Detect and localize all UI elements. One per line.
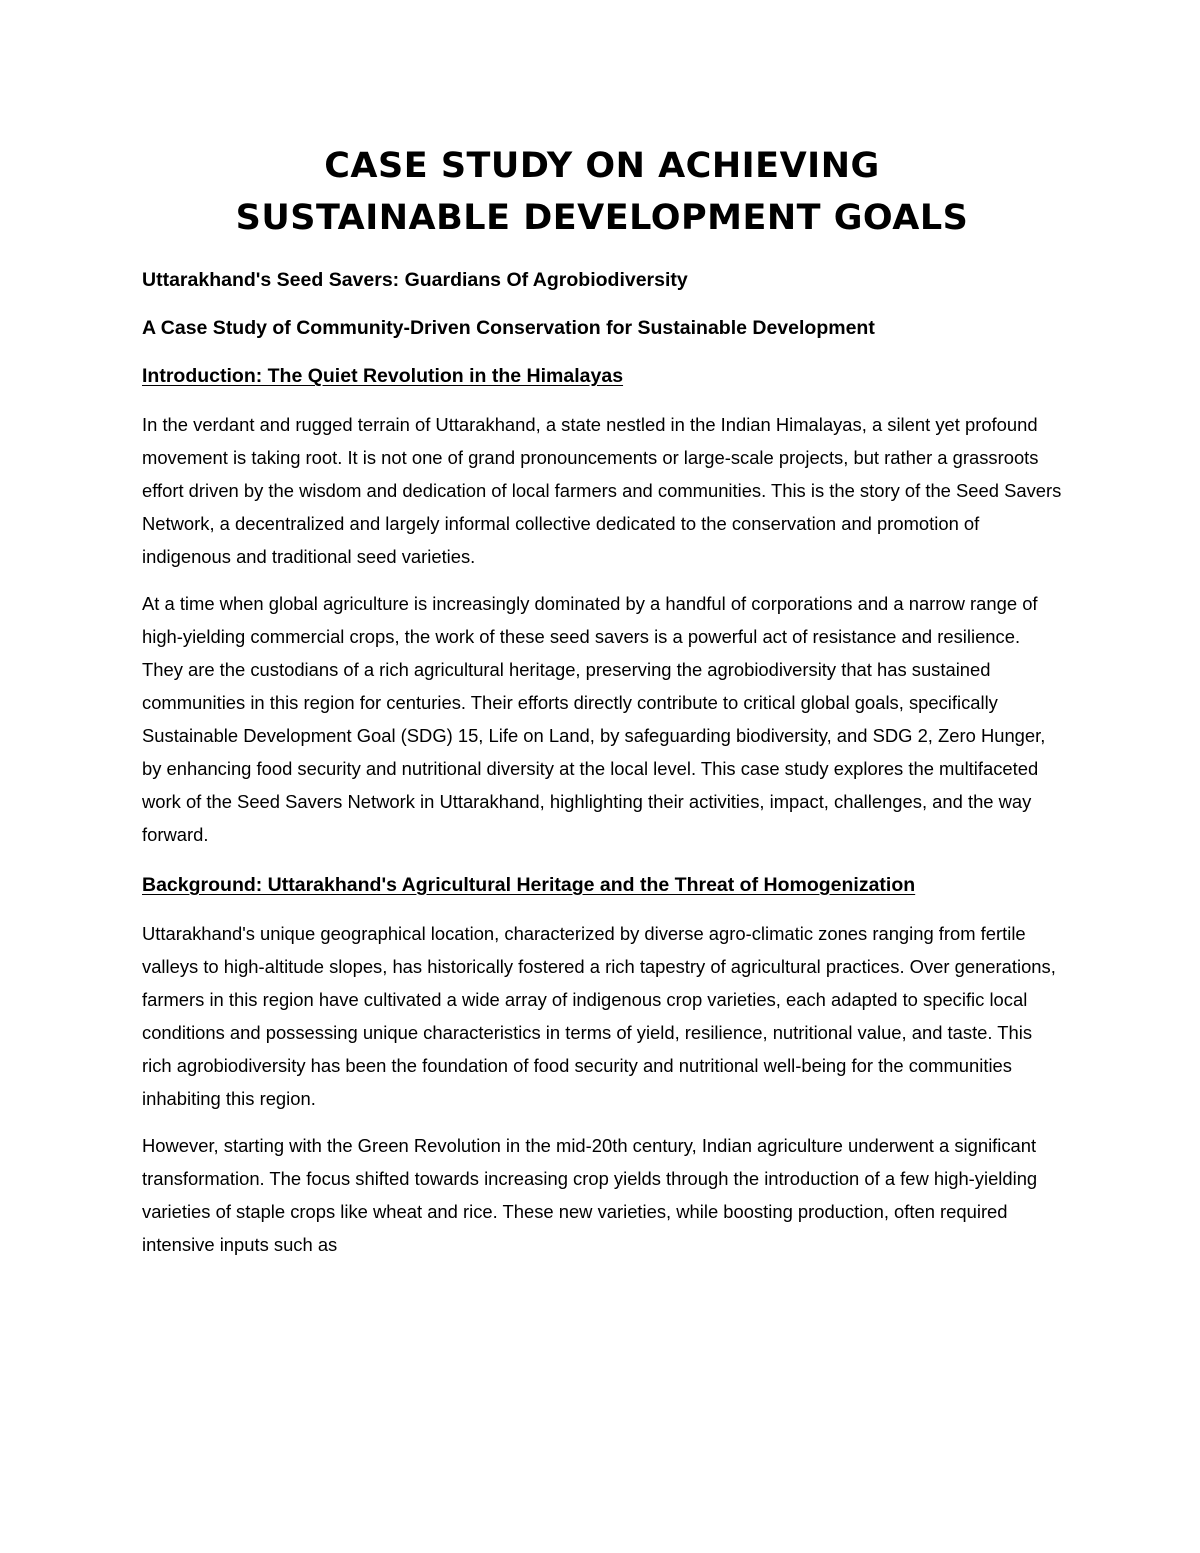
document-title-line-1: CASE STUDY ON ACHIEVING [324,146,880,186]
paragraph: In the verdant and rugged terrain of Uttarakhand, a state nestled in the Indian Himalayas, a silent yet profound movement is taking root. It is not one of grand pronouncements or large-scale projects, but rather a grassroots effort driven by the wisdom and dedication of local farmers and communities. This is the story of the Seed Savers Network, a decentralized and largely informal collective dedicated to the conservation and promotion of indigenous and traditional seed varieties. [142,414,1062,567]
section-background [142,871,1062,1261]
document-title-line-2: SUSTAINABLE DEVELOPMENT GOALS [235,198,969,238]
document-body [142,140,1062,1261]
paragraph: Uttarakhand's unique geographical location, characterized by diverse agro-climatic zones ranging from fertile valleys to high-altitude slopes, has historically fostered a rich tapestry of agricultural practices. Over generations, farmers in this region have cultivated a wide array of indigenous crop varieties, each adapted to specific local conditions and possessing unique characteristics in terms of yield, resilience, nutritional value, and taste. This rich agrobiodiversity has been the foundation of food security and nutritional well-being for the communities inhabiting this region. [142,923,1056,1109]
section-introduction [142,362,1062,851]
paragraph: However, starting with the Green Revolution in the mid-20th century, Indian agriculture underwent a significant transformation. The focus shifted towards increasing crop yields through the introduction of a few high-yielding varieties of staple crops like wheat and rice. These new varieties, while boosting production, often required intensive inputs such as [142,1135,1038,1255]
section-heading-background: Background: Uttarakhand's Agricultural Heritage and the Threat of Homogenization [142,874,916,896]
paragraph: At a time when global agriculture is increasingly dominated by a handful of corporations and a narrow range of high-yielding commercial crops, the work of these seed savers is a powerful act of resistance and resilience. They are the custodians of a rich agricultural heritage, preserving the agrobiodiversity that has sustained communities in this region for centuries. Their efforts directly contribute to critical global goals, specifically Sustainable Development Goal (SDG) 15, Life on Land, by safeguarding biodiversity, and SDG 2, Zero Hunger, by enhancing food security and nutritional diversity at the local level. This case study explores the multifaceted work of the Seed Savers Network in Uttarakhand, highlighting their activities, impact, challenges, and the way forward. [142,593,1046,845]
document-title [142,140,1062,244]
section-heading-introduction: Introduction: The Quiet Revolution in the Himalayas [142,365,624,387]
document-subtitle: Uttarakhand's Seed Savers: Guardians Of Agrobiodiversity [142,269,688,291]
document-subheading: A Case Study of Community-Driven Conservation for Sustainable Development [142,317,875,339]
